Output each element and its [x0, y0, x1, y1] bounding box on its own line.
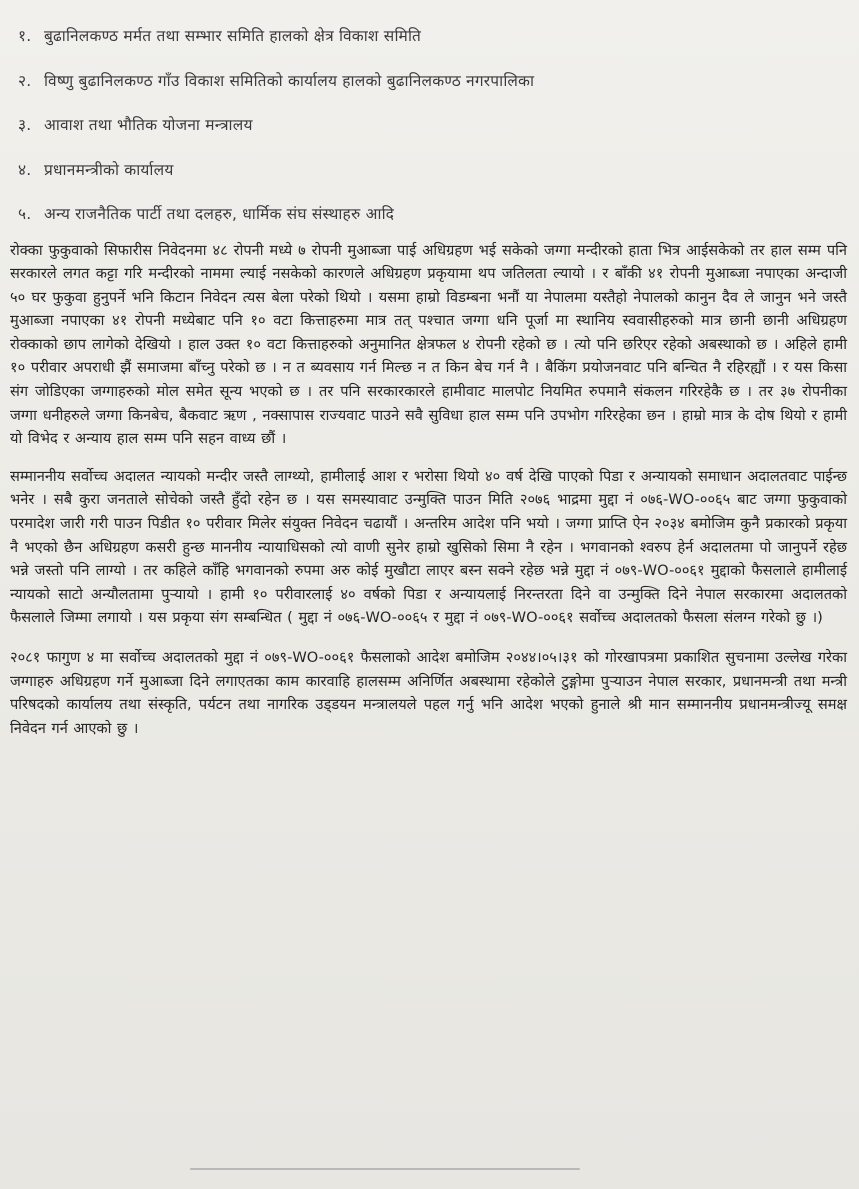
paragraph-land-freeze: रोक्का फुकुवाको सिफारीस निवेदनमा ४८ रोपनी मध्ये ७ रोपनी मुआब्जा पाई अधिग्रहण भई सकेको जग्गा मन्दीरको हाता भित्र आईसकेको तर हाल सम्म पनि सरकारले लगत कट्टा गरि मन्दीरको नाममा ल्याई नसकेको कारणले अधिग्रहण प्रकृयामा थप जतिलता ल्यायो । र बाँकी ४१ रोपनी मुआब्जा नपाएका अन्दाजी ५० घर फुकुवा हुनुपर्ने भनि किटान निवेदन त्यस बेला परेको थियो । यसमा हाम्रो विडम्बना भनौं या नेपालमा यस्तैहो नेपालको कानुन दैव ले जानुन भने जस्तै मुआब्जा नपाएका ४१ रोपनी मध्येबाट पनि १० वटा कित्ताहरुमा मात्र तत् पश्चात जग्गा धनि पूर्जा मा स्थानिय स्ववासीहरुको मात्र छानी छानी अधिग्रहण रोक्काको छाप लागेको देखियो । हाल उक्त १० वटा कित्ताहरुको अनुमानित क्षेत्रफल ४ रोपनी रहेको छ । त्यो पनि छरिएर रहेको अबस्थाको छ । अहिले हामी १० परीवार अपराधी झैं समाजमा बाँच्नु परेको छ । न त ब्यवसाय गर्न मिल्छ न त किन बेच गर्न नै । बैकिंग प्रयोजनवाट पनि बन्चित नै रहिरह्यौं । र यस किसा संग जोडिएका जग्गाहरुको मोल समेत सून्य भएको छ । तर पनि सरकारकारले हामीवाट मालपोट नियमित रुपमानै संकलन गरिरहेकै छ । तर ३७ रोपनीका जग्गा धनीहरुले जग्गा किनबेच, बैकवाट ऋण , नक्सापास राज्यवाट पाउने सवै सुविधा हाल सम्म पनि उपभोग गरिरहेका छन । हाम्रो मात्र के दोष थियो र हामी यो विभेद र अन्याय हाल सम्म पनि सहन वाध्य छौं ।: [10, 241, 847, 448]
list-item-text: बुढानिलकण्ठ मर्मत तथा सम्भार समिति हालको क्षेत्र विकाश समिति: [44, 27, 421, 45]
list-item-number: २.: [18, 71, 32, 90]
list-item-text: अन्य राजनैतिक पार्टी तथा दलहरु, धार्मिक संघ संस्थाहरु आदि: [44, 205, 395, 223]
list-item-text: आवाश तथा भौतिक योजना मन्त्रालय: [44, 116, 253, 134]
list-item-number: ४.: [18, 160, 32, 179]
list-item-number: ३.: [18, 116, 32, 134]
paragraph-supreme-court: सम्माननीय सर्वोच्च अदालत न्यायको मन्दीर जस्तै लाग्थ्यो, हामीलाई आश र भरोसा थियो ४० वर्ष देखि पाएको पिडा र अन्यायको समाधान अदालतवाट पाईन्छ भनेर । सबै कुरा जनताले सोचेको जस्तै हुँदो रहेन छ । यस समस्यावाट उन्मुक्ति पाउन मिति २०७६ भाद्रमा मुद्दा नं ०७६-WO-००६५ बाट जग्गा फुकुवाको परमादेश जारी गरी पाउन पिडीत १० परीवार मिलेर संयुक्त निवेदन चढायौं । अन्तरिम आदेश पनि भयो । जग्गा प्राप्ति ऐन २०३४ बमोजिम कुनै प्रकारको प्रकृया नै भएको छैन अधिग्रहण कसरी हुन्छ माननीय न्यायाधिसको त्यो वाणी सुनेर हाम्रो खुसिको सिमा नै रहेन । भगवानको श्वरुप हेर्न अदालतमा पो जानुपर्ने रहेछ भन्ने जस्तो पनि लाग्यो । तर कहिले काँहि भगवानको रुपमा अरु कोई मुखौटा लाएर बस्न सक्ने रहेछ भन्ने मुद्दा नं ०७९-WO-००६१ मुद्दाको फैसलाले हामीलाई न्यायको साटो अन्यौलतामा पुर्‍यायो । हामी १० परीवारलाई ४० वर्षको पिडा र अन्यायलाई निरन्तरता दिने वा उन्मुक्ति दिने नेपाल सरकारमा अदालतको फैसलाले जिम्मा लगायो । यस प्रकृया संग सम्बन्धित ( मुद्दा नं ०७६-WO-००६५ र मुद्दा नं ०७९-WO-००६१ सर्वोच्च अदालतको फैसला संलग्न गरेको छु ।): [10, 467, 847, 627]
list-item: [18, 148, 847, 193]
list-item: [18, 14, 847, 59]
list-item-number: ५.: [18, 205, 32, 223]
list-item: [18, 59, 847, 104]
list-item-number: १.: [18, 27, 32, 45]
signature-line: [190, 1168, 580, 1170]
recipient-list: [10, 14, 847, 237]
list-item-text: प्रधानमन्त्रीको कार्यालय: [44, 160, 174, 179]
list-item-text: विष्णु बुढानिलकण्ठ गाँउ विकाश समितिको कार्यालय हालको बुढानिलकण्ठ नगरपालिका: [44, 71, 535, 90]
paragraph-petition-request: २०८१ फागुण ४ मा सर्वोच्च अदालतको मुद्दा नं ०७९-WO-००६१ फैसलाको आदेश बमोजिम २०४४।०५।३१ को गोरखापत्रमा प्रकाशित सुचनामा उल्लेख गरेका जग्गाहरु अधिग्रहण गर्ने मुआब्जा दिने लगाएतका काम कारवाहि हालसम्म अनिर्णित अबस्थामा रहेकोले टुङ्गोमा पुर्‍याउन नेपाल सरकार, प्रधानमन्त्री तथा मन्त्री परिषदको कार्यालय तथा संस्कृति, पर्यटन तथा नागरिक उड्‍डयन मन्त्रालयले पहल गर्नु भनि आदेश भएको हुनाले श्री मान सम्माननीय प्रधानमन्त्रीज्यू समक्ष निवेदन गर्न आएको छु ।: [10, 649, 847, 737]
list-item: [18, 192, 847, 237]
list-item: [18, 103, 847, 148]
